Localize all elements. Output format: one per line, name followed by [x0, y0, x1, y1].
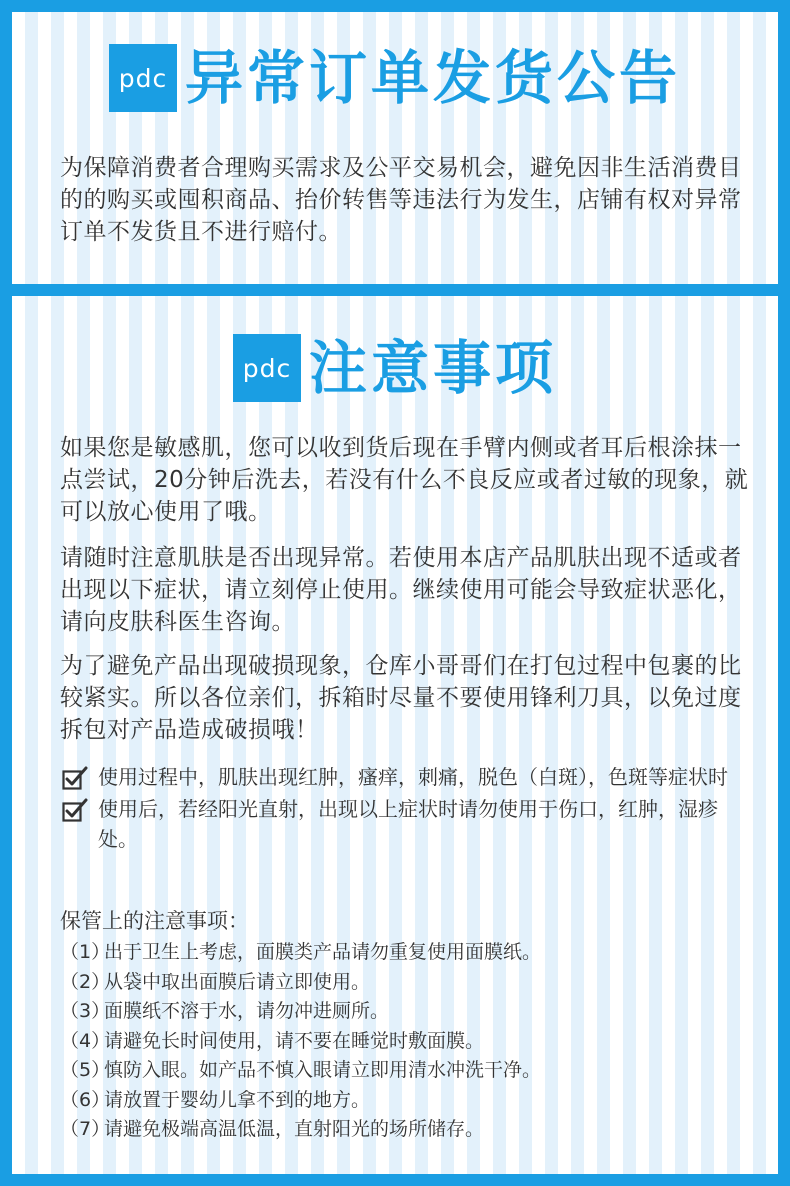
precautions-title: 注意事项	[308, 334, 557, 402]
symptom-check-list	[60, 762, 750, 856]
list-item-number: （5）	[60, 1059, 111, 1081]
pdc-logo: pdc	[233, 334, 301, 402]
list-item	[60, 1056, 750, 1086]
list-item	[60, 968, 750, 998]
check-item	[60, 762, 750, 792]
storage-section	[60, 906, 750, 1145]
storage-title: 保管上的注意事项：	[60, 909, 249, 933]
storage-list	[60, 938, 750, 1145]
precautions-header	[12, 334, 778, 402]
packaging-paragraph: 为了避免产品出现破损现象，仓库小哥哥们在打包过程中包裹的比较紧实。所以各位亲们，拆箱时尽量不要使用锋利刀具，以免过度拆包对产品造成破损哦！	[60, 653, 742, 743]
list-item-text: 请放置于婴幼儿拿不到的地方。	[104, 1088, 371, 1111]
list-item-text: 面膜纸不溶于水，请勿冲进厕所。	[104, 1000, 390, 1022]
list-item	[60, 1027, 750, 1057]
precautions-panel	[12, 296, 778, 1174]
list-item-number: （1）	[60, 941, 111, 963]
check-item-text: 使用后，若经阳光直射，出现以上症状时请勿使用于伤口，红肿，湿疹处。	[98, 797, 718, 851]
list-item-text: 请避免极端高温低温，直射阳光的场所储存。	[104, 1118, 485, 1140]
sensitive-skin-paragraph: 如果您是敏感肌，您可以收到货后现在手臂内侧或者耳后根涂抹一点尝试，20分钟后洗去，若没有什么不良反应或者过敏的现象，就可以放心使用了哦。	[60, 435, 749, 525]
notice-title: 异常订单发货公告	[184, 44, 681, 112]
list-item-number: （4）	[60, 1029, 111, 1052]
list-item	[60, 938, 750, 968]
check-box-icon	[62, 798, 88, 822]
list-item-text: 慎防入眼。如产品不慎入眼请立即用清水冲洗干净。	[104, 1059, 542, 1081]
pdc-logo: pdc	[109, 44, 177, 112]
notice-text: 为保障消费者合理购买需求及公平交易机会，避免因非生活消费目的的购买或囤积商品、抬价转售等违法行为发生，店铺有权对异常订单不发货且不进行赔付。	[60, 155, 742, 245]
check-box-icon	[62, 766, 88, 790]
list-item-text: 请避免长时间使用，请不要在睡觉时敷面膜。	[104, 1029, 485, 1052]
list-item-number: （2）	[60, 970, 111, 993]
list-item	[60, 997, 750, 1027]
check-item	[60, 794, 750, 854]
list-item-text: 出于卫生上考虑，面膜类产品请勿重复使用面膜纸。	[104, 941, 542, 963]
list-item-text: 从袋中取出面膜后请立即使用。	[104, 970, 371, 993]
list-item-number: （3）	[60, 1000, 111, 1022]
notice-panel	[12, 12, 778, 284]
list-item-number: （7）	[60, 1118, 111, 1140]
list-item-number: （6）	[60, 1088, 111, 1111]
skin-abnormality-paragraph: 请随时注意肌肤是否出现异常。若使用本店产品肌肤出现不适或者出现以下症状，请立刻停止使用。继续使用可能会导致症状恶化，请向皮肤科医生咨询。	[60, 545, 742, 635]
list-item	[60, 1086, 750, 1116]
list-item	[60, 1115, 750, 1145]
check-item-text: 使用过程中，肌肤出现红肿，瘙痒，刺痛，脱色（白斑），色斑等症状时	[98, 765, 728, 789]
notice-header	[12, 44, 778, 112]
